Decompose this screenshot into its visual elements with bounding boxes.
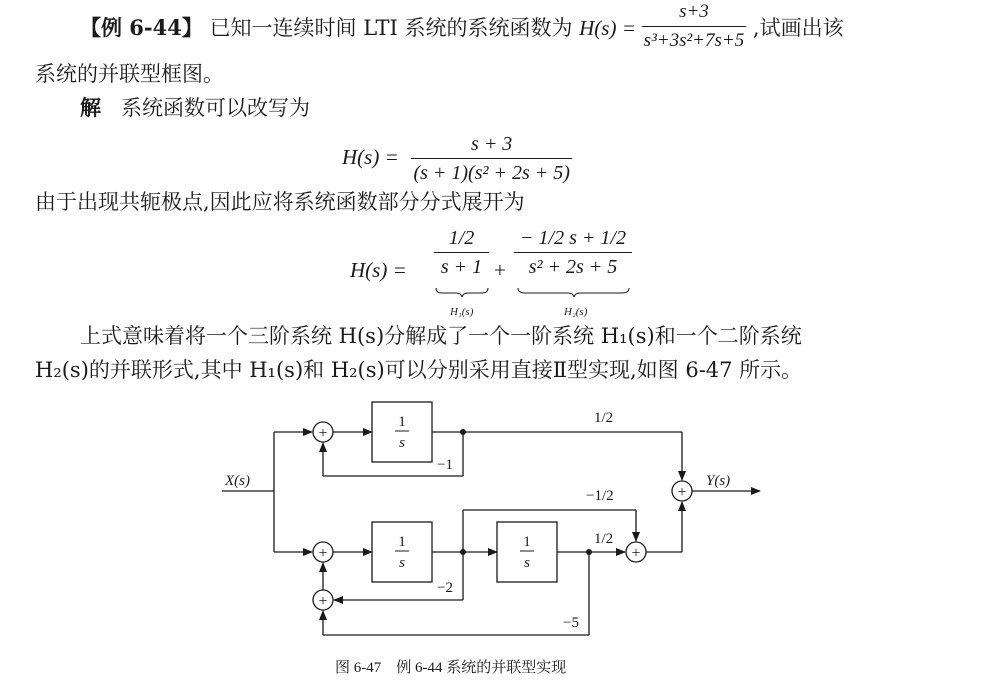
eq2-term2-coef-a: 1/2 xyxy=(538,227,565,249)
figure-caption: 图 6-47 例 6-44 系统的并联型实现 xyxy=(335,660,567,676)
gain-fb-2: −2 xyxy=(437,580,453,596)
plus-h2: + xyxy=(631,545,641,562)
eq2-term2-den: s² + 2s + 5 xyxy=(528,256,618,278)
eq2-term2-s-plus: s + xyxy=(569,227,596,249)
solution-label: 解 xyxy=(80,95,101,120)
junction-top xyxy=(460,429,466,435)
eq2-plus: + xyxy=(494,258,506,282)
eq1-lhs: H(s) = xyxy=(342,145,399,169)
given-denominator: s³+3s²+7s+5 xyxy=(643,30,745,51)
brace-label-H1: H₁(s) xyxy=(450,306,474,318)
eq2-term2-coef-b: 1/2 xyxy=(600,227,626,249)
example-line2: 系统的并联型框图。 xyxy=(35,62,224,86)
eq2-term1-num: 1/2 xyxy=(448,227,475,249)
paragraph-line1: 上式意味着将一个三阶系统 H(s)分解成了一个一阶系统 H₁(s)和一个二阶系统 xyxy=(80,324,802,348)
input-label: X(s) xyxy=(225,473,250,489)
integrator-right xyxy=(497,522,557,582)
paragraph-line2: H₂(s)的并联形式,其中 H₁(s)和 H₂(s)可以分别采用直接Ⅱ型实现,如图 6-47 所示。 xyxy=(35,358,803,382)
integrator-mid xyxy=(372,522,432,582)
brace-label-H2: H₂(s) xyxy=(564,306,588,318)
gain-fb-5: −5 xyxy=(563,615,579,631)
example-text-before: 已知一连续时间 LTI 系统的系统函数为 xyxy=(209,16,580,40)
given-equals: = xyxy=(623,16,635,40)
int-mid-num: 1 xyxy=(398,534,406,550)
eq2-term2-minus: − xyxy=(520,227,534,249)
eq1-numerator: s + 3 xyxy=(471,133,513,155)
int-top-den: s xyxy=(399,435,405,451)
example-text-after: ,试画出该 xyxy=(752,16,844,40)
junction-mid xyxy=(460,549,466,555)
int-right-num: 1 xyxy=(523,534,531,550)
given-numerator: s+3 xyxy=(679,1,709,22)
gain-top-out: 1/2 xyxy=(594,410,614,426)
integrator-top xyxy=(372,402,432,462)
plus-bot: + xyxy=(318,545,328,562)
plus-fb: + xyxy=(318,593,328,610)
solution-intro-text: 系统函数可以改写为 xyxy=(121,96,311,120)
given-H-of-s: H(s) xyxy=(579,16,617,40)
gain-bot-out: 1/2 xyxy=(594,531,614,547)
int-right-den: s xyxy=(524,555,530,571)
int-mid-den: s xyxy=(399,555,405,571)
plus-top: + xyxy=(318,425,328,442)
int-top-num: 1 xyxy=(398,414,406,430)
example-label: 【例 6-44】 xyxy=(80,15,203,40)
eq2-lhs: H(s) = xyxy=(350,258,407,282)
gain-mid-out: −1/2 xyxy=(586,488,614,504)
junction-right xyxy=(586,549,592,555)
plus-out: + xyxy=(677,484,687,501)
pole-sentence: 由于出现共轭极点,因此应将系统函数部分分式展开为 xyxy=(35,190,525,214)
eq2-term1-den: s + 1 xyxy=(440,256,483,278)
eq1-denominator: (s + 1)(s² + 2s + 5) xyxy=(413,162,570,184)
gain-top-fb: −1 xyxy=(437,457,453,473)
output-label: Y(s) xyxy=(706,473,731,489)
